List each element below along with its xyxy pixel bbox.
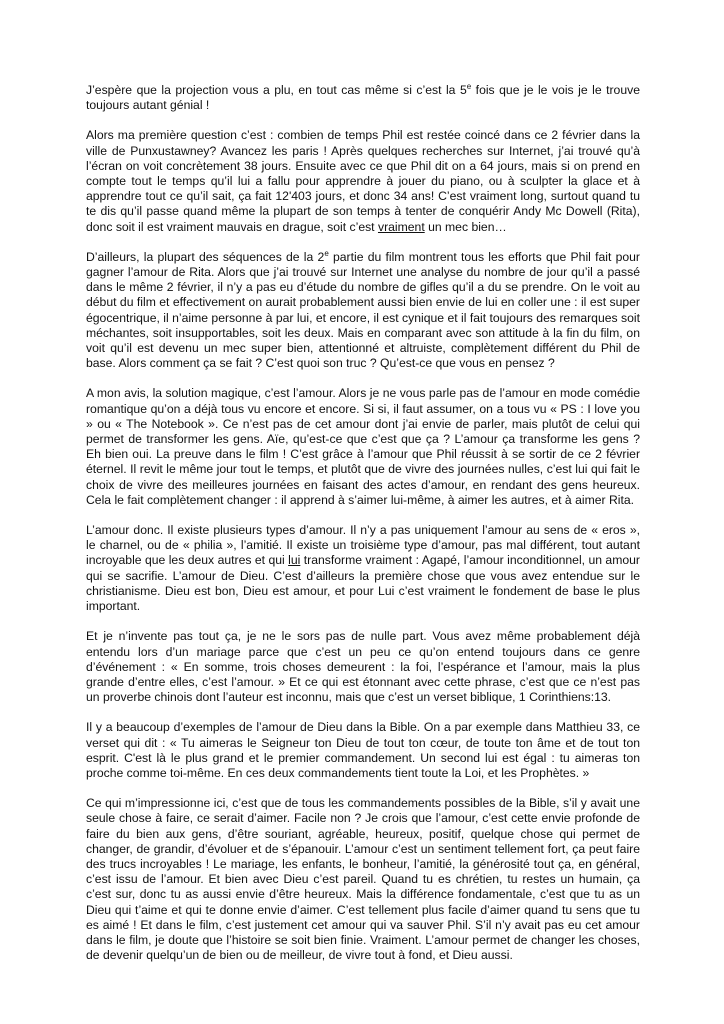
paragraph-love-solution: A mon avis, la solution magique, c’est l’amour. Alors je ne vous parle pas de l’amour en mode comédie romantique qu’on a déjà tous vu encore et encore. Si si, il faut assumer, on a tous vu « PS : I love you » ou « The Notebook ». Ce n’est pas de cet amour dont j’ai envie de parler, mais plutôt de celui qui permet de transformer les gens. Aïe, qu’est-ce que c’est que ça ? L’amour ça transforme les gens ? Eh bien oui. La preuve dans le film ! C’est grâce à l’amour que Phil réussit à se sortir de ce 2 février éternel. Il revit le même jour tout le temps, et plutôt que de vivre des journées nulles, c’est lui qui fait le choix de vivre des meilleures journées en faisant des actes d’amour, en rendant des gens heureux. Cela le fait complètement changer : il apprend à s’aimer lui-même, à aimer les autres, et à aimer Rita. <box>86 386 640 507</box>
superscript: e <box>324 248 329 258</box>
paragraph-question <box>86 128 640 234</box>
text-run: partie du film montrent tous les efforts que Phil fait pour gagner l’amour de Rita. Alors que j’ai trouvé sur Internet une analyse du nombre de jour qu’il a passé dans le même 2 février, il n’y a pas eu d’étude du nombre de gifles qu’il a du se prendre. On le voit au début du film et effectivement on aurait probablement aussi bien envie de lui en coller une : il est super égocentrique, il n’aime personne à par lui, et encore, il est cynique et il fait toujours des remarques soit méchantes, soit insupportables, soit les deux. Mais en comparant avec son attitude à la fin du film, on voit qu’il est devenu un mec super bien, attentionné et altruiste, complètement différent du Phil de base. Alors comment ça se fait ? C’est quoi son truc ? Qu’est-ce que vous en pensez ? <box>86 249 640 371</box>
superscript: e <box>466 81 472 91</box>
paragraph-conclusion: Ce qui m’impressionne ici, c’est que de tous les commandements possibles de la Bible, s’il y avait une seule chose à faire, ce serait d’aimer. Facile non ? Je crois que l’amour, c’est cette envie profonde de faire du bien aux gens, d’être souriant, agréable, heureux, positif, quelque chose qui permet de changer, de grandir, d’évoluer et de s’épanouir. L’amour c’est un sentiment tellement fort, ça peut faire des trucs incroyables ! Le mariage, les enfants, le bonheur, l’amitié, la générosité tout ça, en général, c’est issu de l’amour. Et bien avec Dieu c’est pareil. Quand tu es chrétien, tu restes un humain, ça c’est sur, donc tu as aussi envie d’être heureux. Mais la différence fondamentale, c’est que tu as un Dieu qui t’aime et qui te donne envie d’aimer. C’est tellement plus facile d’aimer quand tu sens que tu es aimé ! Et dans le film, c’est justement cet amour qui va sauver Phil. S’il n’y avait pas eu cet amour dans le film, je doute que l’histoire se soit bien finie. Vraiment. L’amour permet de changer les choses, de devenir quelqu’un de bien ou de meilleur, de vivre tout à fond, et Dieu aussi. <box>86 796 640 963</box>
text-run: transforme vraiment : Agapé, l’amour inconditionnel, un amour qui se sacrifie. L’amour de Dieu. C’est d’ailleurs la première chose que vous avez entendue sur le christianisme. Dieu est bon, Dieu est amour, et pour Lui c’est vraiment le fondement de base le plus important. <box>86 553 640 614</box>
document-page <box>86 83 640 978</box>
text-run: D’ailleurs, la plupart des séquences de la 2 <box>86 249 325 264</box>
paragraph-efforts <box>86 250 640 372</box>
text-run: L’amour donc. Il existe plusieurs types d’amour. Il n’y a pas uniquement l’amour au sens de « eros », le charnel, ou de « philia », l’amitié. Il existe un troisième type d’amour, pas mal différent, tout autant incroyable que les deux autres et qui <box>86 523 640 568</box>
paragraph-matthew: Il y a beaucoup d’exemples de l’amour de Dieu dans la Bible. On a par exemple dans Matthieu 33, ce verset qui dit : « Tu aimeras le Seigneur ton Dieu de tout ton cœur, de toute ton âme et de tout ton esprit. C'est là le plus grand et le premier commandement. Un second lui est égal : tu aimeras ton proche comme toi-même. En ces deux commandements tient toute la Loi, et les Prophètes. » <box>86 720 640 780</box>
underlined-word: lui <box>288 553 301 568</box>
underlined-word: vraiment <box>377 219 425 234</box>
text-run: Alors ma première question c’est : combien de temps Phil est restée coincé dans ce 2 février dans la ville de Punxustawney? Avancez les paris ! Après quelques recherches sur Internet, j’ai trouvé qu’à l’écran on voit concrètement 38 jours. Ensuite avec ce que Phil dit on a 64 jours, mais si on prend en compte tout le temps qu’il lui a fallu pour apprendre à jouer du piano, ou à sculpter la glace et à apprendre tout ce qu’il sait, ça fait 12'403 jours, et donc 34 ans! C’est vraiment long, surtout quand tu te dis qu’il passe quand même la plupart de son temps à tenter de conquérir Andy Mc Dowell (Rita), donc soit il est vraiment mauvais en drague, soit c’est <box>86 128 640 234</box>
text-run: un mec bien… <box>424 219 507 234</box>
paragraph-types-of-love <box>86 523 640 614</box>
paragraph-corinthians: Et je n’invente pas tout ça, je ne le sors pas de nulle part. Vous avez même probablement déjà entendu lors d’un mariage parce que c’est un peu ce qu’on entend toujours dans ce genre d’événement : « En somme, trois choses demeurent : la foi, l’espérance et l’amour, mais la plus grande d’entre elles, c’est l’amour. » Et ce qui est étonnant avec cette phrase, c’est que ce n’est pas un proverbe chinois dont l’auteur est inconnu, mais que c’est un verset biblique, 1 Corinthiens:13. <box>86 629 640 705</box>
text-run: J’espère que la projection vous a plu, en tout cas même si c’est la 5 <box>86 83 467 97</box>
paragraph-intro <box>86 83 640 113</box>
text-run: fois que je le vois je le trouve toujours autant génial ! <box>86 83 640 113</box>
